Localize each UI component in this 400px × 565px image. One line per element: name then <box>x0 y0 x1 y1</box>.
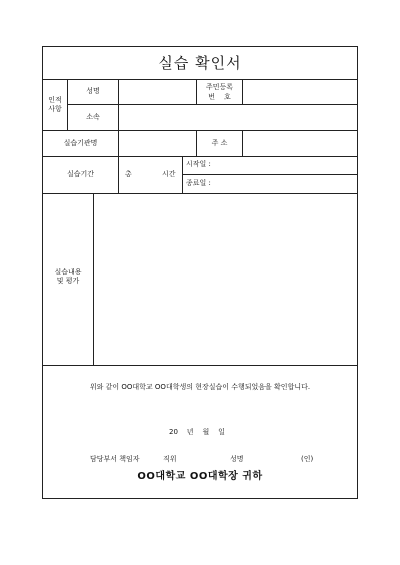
hours-label: 시간 <box>162 170 176 178</box>
rule-start-bottom <box>182 174 358 175</box>
rrn-field[interactable] <box>243 80 357 104</box>
address-label: 주 소 <box>211 139 228 147</box>
rrn-label-line1: 주민등록 <box>205 83 234 91</box>
rule-content-bottom <box>42 365 358 366</box>
outer-border-bottom <box>42 498 358 499</box>
start-date-label: 시작일 : <box>186 160 211 168</box>
personal-section-label: 인적 사항 <box>48 96 62 113</box>
signer-department: 담당부서 책임자 <box>90 455 140 463</box>
rule-period-dates <box>182 157 183 193</box>
institution-name-field[interactable] <box>119 131 196 156</box>
confirmation-date: 20 년 월 일 <box>169 428 225 436</box>
name-field[interactable] <box>119 80 196 104</box>
period-label: 실습기간 <box>66 170 95 178</box>
page-title: 실습 확인서 <box>158 54 242 72</box>
affiliation-label: 소속 <box>86 113 100 121</box>
recipient: OO대학교 OO대학장 귀하 <box>137 471 263 482</box>
address-field[interactable] <box>243 131 357 156</box>
outer-border-top <box>42 46 358 47</box>
confirmation-statement: 위와 같이 OO대학교 OO대학생의 현장실습이 수행되었음을 확인합니다. <box>89 383 311 391</box>
affiliation-field[interactable] <box>119 105 357 130</box>
name-label: 성명 <box>86 87 100 95</box>
total-label: 총 <box>125 170 132 178</box>
seal-mark: (인) <box>301 455 314 463</box>
rrn-label-line2: 번 호 <box>208 93 231 101</box>
content-field[interactable] <box>94 194 357 365</box>
institution-name-label: 실습기관명 <box>63 139 98 147</box>
outer-border-right <box>357 46 358 499</box>
end-date-label: 종료일 : <box>186 179 211 187</box>
rule-institution-bottom <box>42 156 358 157</box>
content-label: 실습내용 및 평가 <box>54 268 82 285</box>
signer-position: 직위 <box>163 455 177 463</box>
signer-name: 성명 <box>230 455 244 463</box>
